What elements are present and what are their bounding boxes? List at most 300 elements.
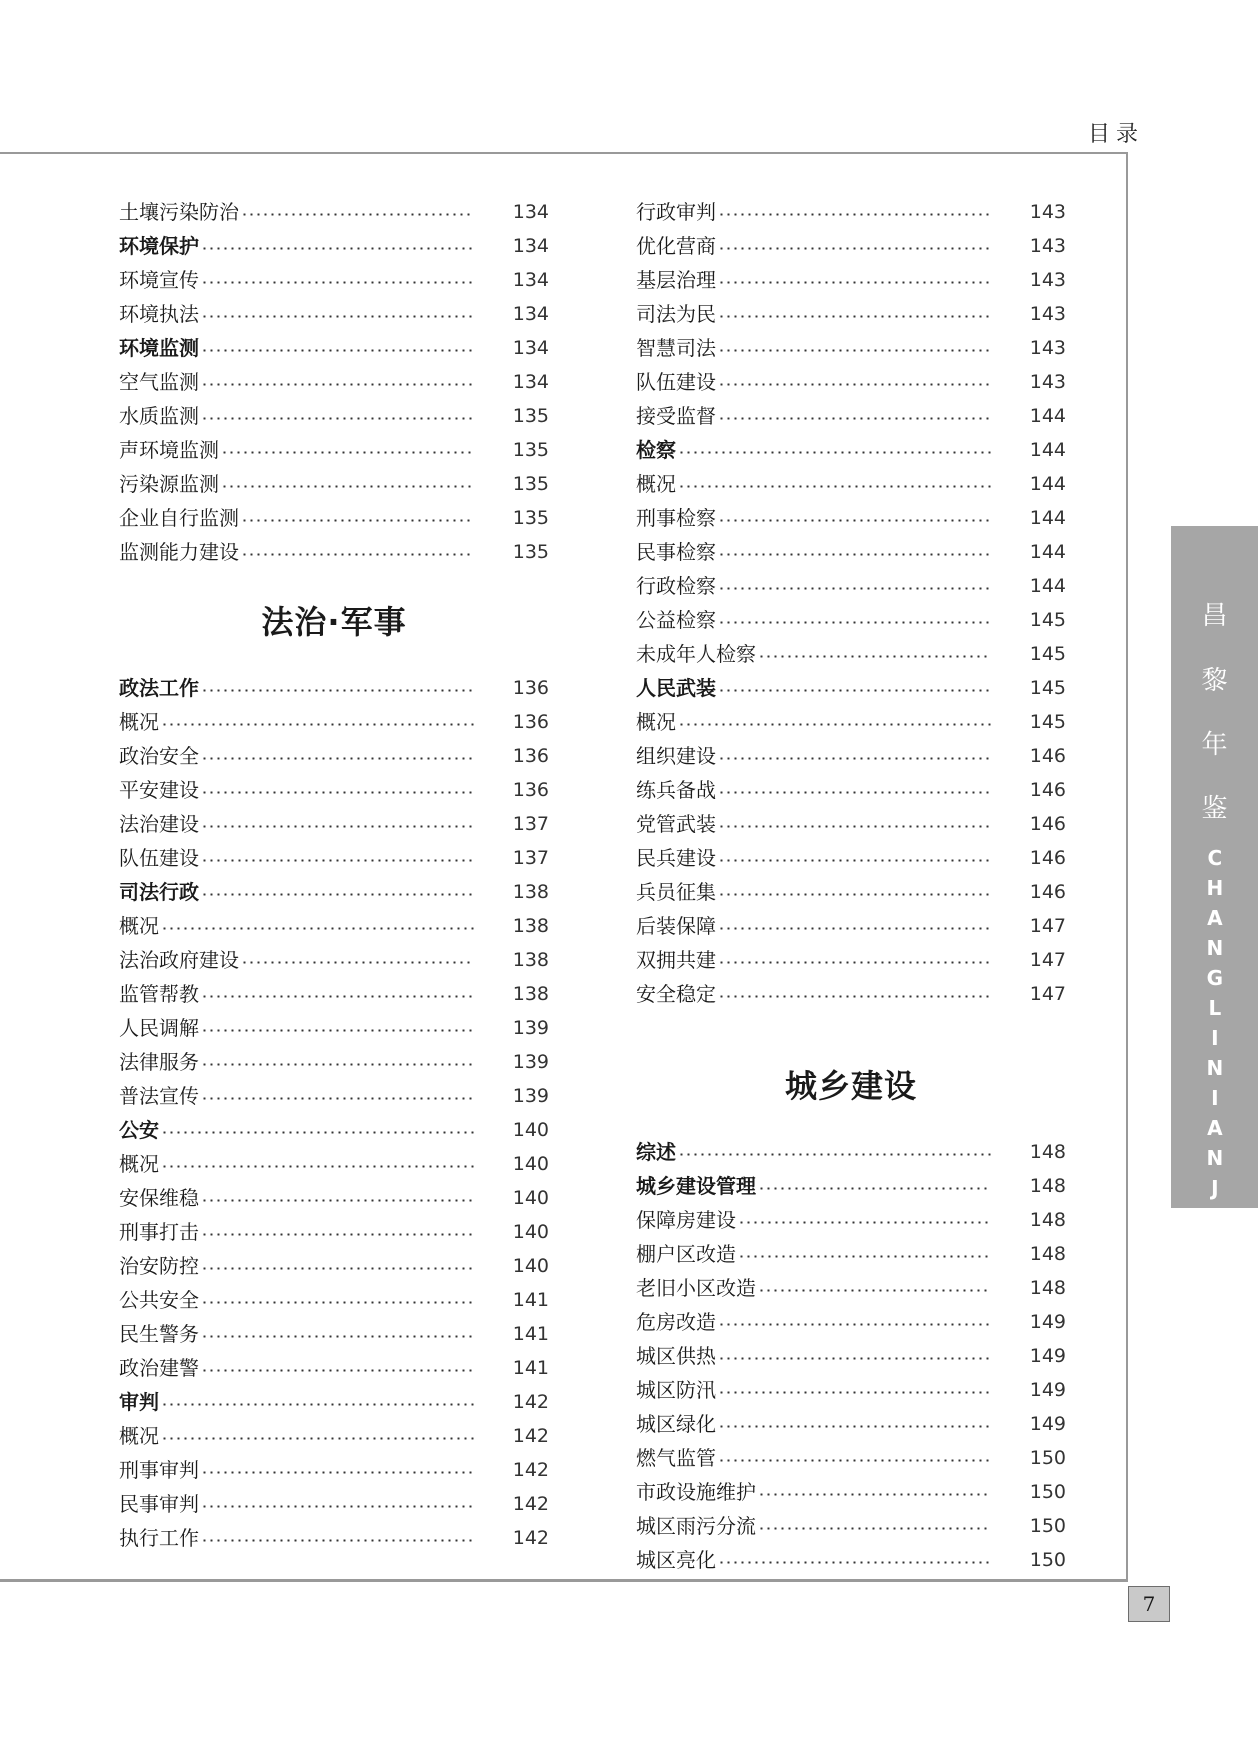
toc-entry[interactable] [636, 399, 1066, 433]
dot-leader [201, 689, 474, 692]
dot-leader [738, 1255, 991, 1258]
toc-entry-page: 148 [1029, 1277, 1066, 1299]
toc-entry-title: 环境保护 [119, 234, 199, 258]
toc-entry[interactable] [119, 705, 549, 739]
dot-leader [718, 825, 991, 828]
toc-entry-page: 149 [1029, 1413, 1066, 1435]
toc-entry-page: 143 [1029, 371, 1066, 393]
toc-entry-title: 民事检察 [636, 540, 716, 564]
dot-leader [738, 1221, 991, 1224]
toc-entry-page: 137 [512, 813, 549, 835]
toc-entry-title: 政法工作 [119, 676, 199, 700]
toc-entry[interactable] [119, 1487, 549, 1521]
toc-entry-page: 143 [1029, 337, 1066, 359]
toc-entry-title: 城区雨污分流 [636, 1514, 756, 1538]
toc-entry[interactable] [119, 365, 549, 399]
toc-entry-title: 安全稳定 [636, 982, 716, 1006]
toc-entry-page: 150 [1029, 1515, 1066, 1537]
toc-entry-page: 137 [512, 847, 549, 869]
dot-leader [718, 281, 991, 284]
toc-entry[interactable] [636, 331, 1066, 365]
toc-entry[interactable] [119, 297, 549, 331]
toc-entry-page: 149 [1029, 1311, 1066, 1333]
dot-leader [201, 1267, 474, 1270]
dot-leader [241, 961, 474, 964]
toc-entry-title: 综述 [636, 1140, 676, 1164]
toc-entry-title: 公共安全 [119, 1288, 199, 1312]
toc-entry-page: 146 [1029, 813, 1066, 835]
toc-entry[interactable] [636, 943, 1066, 977]
toc-entry[interactable] [636, 773, 1066, 807]
toc-entry[interactable] [636, 875, 1066, 909]
toc-entry-page: 146 [1029, 881, 1066, 903]
dot-leader [718, 791, 991, 794]
toc-entry[interactable] [119, 263, 549, 297]
dot-leader [718, 893, 991, 896]
dot-leader [678, 451, 991, 454]
toc-entry[interactable] [119, 399, 549, 433]
toc-entry[interactable] [119, 1079, 549, 1113]
toc-entry-page: 147 [1029, 915, 1066, 937]
toc-entry[interactable] [119, 1215, 549, 1249]
toc-entry[interactable] [636, 195, 1066, 229]
toc-entry[interactable] [119, 1453, 549, 1487]
dot-leader [718, 349, 991, 352]
toc-entry[interactable] [636, 1441, 1066, 1475]
toc-entry[interactable] [119, 1419, 549, 1453]
toc-entry[interactable] [636, 365, 1066, 399]
toc-entry[interactable] [636, 671, 1066, 705]
toc-entry[interactable] [636, 603, 1066, 637]
toc-entry-page: 143 [1029, 303, 1066, 325]
toc-group [119, 195, 549, 569]
toc-entry[interactable] [119, 875, 549, 909]
toc-entry-page: 141 [512, 1289, 549, 1311]
toc-entry[interactable] [119, 1045, 549, 1079]
toc-entry-page: 142 [512, 1459, 549, 1481]
toc-entry-page: 140 [512, 1187, 549, 1209]
toc-entry-page: 139 [512, 1017, 549, 1039]
dot-leader [201, 383, 474, 386]
toc-entry[interactable] [119, 977, 549, 1011]
toc-entry-page: 134 [512, 269, 549, 291]
toc-entry[interactable] [636, 1169, 1066, 1203]
toc-entry[interactable] [119, 1521, 549, 1555]
toc-entry[interactable] [636, 501, 1066, 535]
toc-entry[interactable] [119, 909, 549, 943]
toc-entry[interactable] [119, 841, 549, 875]
toc-entry-page: 140 [512, 1221, 549, 1243]
toc-entry[interactable] [119, 195, 549, 229]
toc-entry-page: 148 [1029, 1243, 1066, 1265]
toc-entry-page: 150 [1029, 1447, 1066, 1469]
toc-entry-title: 土壤污染防治 [119, 200, 239, 224]
toc-entry-page: 145 [1029, 711, 1066, 733]
dot-leader [718, 1561, 991, 1564]
toc-entry-title: 监测能力建设 [119, 540, 239, 564]
toc-entry[interactable] [636, 297, 1066, 331]
toc-entry[interactable] [636, 977, 1066, 1011]
yearbook-side-tab [1171, 526, 1258, 1296]
toc-entry-title: 兵员征集 [636, 880, 716, 904]
toc-entry[interactable] [636, 535, 1066, 569]
toc-entry-page: 135 [512, 473, 549, 495]
dot-leader [678, 723, 991, 726]
toc-entry-title: 城区防汛 [636, 1378, 716, 1402]
toc-entry-title: 政治建警 [119, 1356, 199, 1380]
toc-entry-page: 149 [1029, 1379, 1066, 1401]
toc-entry-title: 执行工作 [119, 1526, 199, 1550]
toc-entry-title: 法治政府建设 [119, 948, 239, 972]
toc-entry-page: 150 [1029, 1481, 1066, 1503]
side-tab-latin-title [1171, 846, 1258, 1296]
toc-entry[interactable] [119, 943, 549, 977]
dot-leader [718, 587, 991, 590]
toc-entry-title: 城区亮化 [636, 1548, 716, 1572]
toc-entry-page: 146 [1029, 847, 1066, 869]
dot-leader [718, 315, 991, 318]
toc-entry[interactable] [636, 807, 1066, 841]
toc-entry[interactable] [119, 1249, 549, 1283]
toc-entry-page: 144 [1029, 473, 1066, 495]
toc-entry-page: 142 [512, 1527, 549, 1549]
toc-entry-page: 134 [512, 303, 549, 325]
toc-entry-page: 135 [512, 405, 549, 427]
toc-entry-page: 136 [512, 745, 549, 767]
dot-leader [718, 927, 991, 930]
toc-entry-page: 134 [512, 235, 549, 257]
toc-entry-page: 147 [1029, 949, 1066, 971]
dot-leader [718, 553, 991, 556]
toc-entry[interactable] [119, 1385, 549, 1419]
toc-entry-title: 队伍建设 [119, 846, 199, 870]
toc-entry-title: 概况 [636, 710, 676, 734]
toc-entry-title: 安保维稳 [119, 1186, 199, 1210]
toc-entry-title: 审判 [119, 1390, 159, 1414]
toc-entry-page: 138 [512, 881, 549, 903]
toc-entry-title: 环境监测 [119, 336, 199, 360]
toc-entry-page: 143 [1029, 235, 1066, 257]
toc-entry[interactable] [119, 501, 549, 535]
toc-entry-title: 概况 [119, 1152, 159, 1176]
toc-entry-title: 后装保障 [636, 914, 716, 938]
toc-entry-title: 环境宣传 [119, 268, 199, 292]
dot-leader [718, 1323, 991, 1326]
toc-entry-page: 144 [1029, 439, 1066, 461]
toc-entry[interactable] [636, 229, 1066, 263]
dot-leader [678, 485, 991, 488]
toc-entry-page: 139 [512, 1085, 549, 1107]
toc-entry-page: 142 [512, 1391, 549, 1413]
dot-leader [718, 1391, 991, 1394]
toc-entry-title: 优化营商 [636, 234, 716, 258]
toc-entry[interactable] [636, 1543, 1066, 1577]
toc-entry[interactable] [119, 1181, 549, 1215]
dot-leader [201, 1539, 474, 1542]
toc-entry-title: 政治安全 [119, 744, 199, 768]
toc-entry[interactable] [636, 467, 1066, 501]
dot-leader [161, 1131, 474, 1134]
toc-entry-title: 法律服务 [119, 1050, 199, 1074]
toc-entry-page: 144 [1029, 405, 1066, 427]
dot-leader [201, 825, 474, 828]
dot-leader [718, 621, 991, 624]
toc-entry[interactable] [636, 1305, 1066, 1339]
toc-entry[interactable] [636, 1135, 1066, 1169]
toc-entry[interactable] [119, 1113, 549, 1147]
frame-top-rule [0, 152, 1128, 154]
toc-entry-title: 监管帮教 [119, 982, 199, 1006]
toc-entry-page: 136 [512, 711, 549, 733]
toc-entry[interactable] [636, 1509, 1066, 1543]
dot-leader [241, 519, 474, 522]
toc-entry[interactable] [119, 1351, 549, 1385]
toc-entry[interactable] [636, 263, 1066, 297]
frame-right-rule [1126, 152, 1128, 1579]
toc-entry-page: 145 [1029, 643, 1066, 665]
dot-leader [718, 213, 991, 216]
toc-entry[interactable] [636, 637, 1066, 671]
toc-entry-page: 134 [512, 337, 549, 359]
dot-leader [718, 757, 991, 760]
toc-entry-page: 141 [512, 1357, 549, 1379]
toc-entry-title: 司法行政 [119, 880, 199, 904]
dot-leader [758, 1187, 991, 1190]
frame-bottom-rule [0, 1579, 1128, 1582]
toc-group [119, 671, 549, 1555]
toc-entry-title: 刑事审判 [119, 1458, 199, 1482]
dot-leader [201, 757, 474, 760]
toc-entry[interactable] [119, 1283, 549, 1317]
toc-entry-page: 142 [512, 1493, 549, 1515]
toc-entry-page: 134 [512, 371, 549, 393]
toc-entry[interactable] [636, 841, 1066, 875]
toc-entry-page: 140 [512, 1119, 549, 1141]
dot-leader [718, 417, 991, 420]
dot-leader [201, 281, 474, 284]
dot-leader [201, 1369, 474, 1372]
toc-entry-page: 146 [1029, 745, 1066, 767]
toc-entry-page: 135 [512, 541, 549, 563]
toc-entry-title: 练兵备战 [636, 778, 716, 802]
dot-leader [718, 1425, 991, 1428]
toc-entry-page: 150 [1029, 1549, 1066, 1571]
toc-entry-title: 刑事打击 [119, 1220, 199, 1244]
dot-leader [201, 1029, 474, 1032]
dot-leader [718, 1459, 991, 1462]
toc-entry[interactable] [636, 739, 1066, 773]
toc-column-right [636, 195, 1066, 1577]
toc-entry-page: 141 [512, 1323, 549, 1345]
dot-leader [201, 417, 474, 420]
toc-entry-title: 老旧小区改造 [636, 1276, 756, 1300]
toc-entry[interactable] [636, 1203, 1066, 1237]
toc-entry-page: 144 [1029, 541, 1066, 563]
dot-leader [718, 383, 991, 386]
toc-entry-title: 企业自行监测 [119, 506, 239, 530]
toc-entry-page: 138 [512, 983, 549, 1005]
toc-entry-title: 声环境监测 [119, 438, 219, 462]
toc-entry[interactable] [119, 229, 549, 263]
toc-entry[interactable] [636, 569, 1066, 603]
side-tab-char: 鉴 [1201, 794, 1228, 824]
dot-leader [718, 1357, 991, 1360]
toc-entry[interactable] [636, 705, 1066, 739]
dot-leader [201, 893, 474, 896]
toc-column-left [119, 195, 549, 1555]
side-tab-char: 年 [1201, 730, 1228, 760]
dot-leader [758, 1493, 991, 1496]
side-tab-char: 昌 [1201, 601, 1228, 631]
toc-entry-title: 概况 [636, 472, 676, 496]
dot-leader [201, 315, 474, 318]
toc-entry-page: 142 [512, 1425, 549, 1447]
toc-entry-title: 行政审判 [636, 200, 716, 224]
toc-entry-title: 检察 [636, 438, 676, 462]
dot-leader [201, 995, 474, 998]
toc-entry-title: 治安防控 [119, 1254, 199, 1278]
toc-entry[interactable] [636, 1271, 1066, 1305]
dot-leader [758, 1527, 991, 1530]
dot-leader [718, 859, 991, 862]
toc-entry-page: 136 [512, 779, 549, 801]
toc-entry[interactable] [119, 1011, 549, 1045]
dot-leader [201, 1301, 474, 1304]
toc-entry-title: 污染源监测 [119, 472, 219, 496]
dot-leader [718, 519, 991, 522]
toc-entry-title: 基层治理 [636, 268, 716, 292]
dot-leader [201, 859, 474, 862]
toc-entry-page: 144 [1029, 507, 1066, 529]
dot-leader [201, 1335, 474, 1338]
section-title: 法治·军事 [261, 603, 407, 641]
toc-entry-title: 司法为民 [636, 302, 716, 326]
toc-entry-page: 140 [512, 1255, 549, 1277]
toc-entry[interactable] [636, 1475, 1066, 1509]
toc-entry-page: 147 [1029, 983, 1066, 1005]
toc-entry-title: 人民调解 [119, 1016, 199, 1040]
dot-leader [201, 349, 474, 352]
toc-entry-page: 149 [1029, 1345, 1066, 1367]
toc-entry[interactable] [636, 1237, 1066, 1271]
toc-entry[interactable] [119, 773, 549, 807]
toc-entry-page: 145 [1029, 677, 1066, 699]
toc-entry-page: 148 [1029, 1141, 1066, 1163]
dot-leader [161, 927, 474, 930]
toc-entry-title: 双拥共建 [636, 948, 716, 972]
dot-leader [241, 553, 474, 556]
toc-entry-title: 智慧司法 [636, 336, 716, 360]
toc-entry-title: 城乡建设管理 [636, 1174, 756, 1198]
dot-leader [201, 1233, 474, 1236]
toc-entry[interactable] [119, 671, 549, 705]
toc-entry-page: 148 [1029, 1209, 1066, 1231]
toc-entry[interactable] [636, 1339, 1066, 1373]
toc-entry-page: 134 [512, 201, 549, 223]
page-number: 7 [1128, 1586, 1170, 1622]
toc-entry-title: 危房改造 [636, 1310, 716, 1334]
toc-entry-title: 未成年人检察 [636, 642, 756, 666]
dot-leader [221, 485, 474, 488]
toc-entry[interactable] [636, 1373, 1066, 1407]
toc-entry-title: 公益检察 [636, 608, 716, 632]
toc-entry[interactable] [119, 807, 549, 841]
toc-group [636, 1135, 1066, 1577]
dot-leader [201, 247, 474, 250]
toc-entry-page: 140 [512, 1153, 549, 1175]
toc-entry-page: 135 [512, 507, 549, 529]
section-title: 城乡建设 [784, 1067, 917, 1105]
dot-leader [718, 689, 991, 692]
toc-entry[interactable] [636, 433, 1066, 467]
toc-entry[interactable] [119, 535, 549, 569]
side-tab-char: 黎 [1201, 666, 1228, 696]
toc-group [636, 195, 1066, 1011]
toc-entry-title: 棚户区改造 [636, 1242, 736, 1266]
toc-entry-page: 135 [512, 439, 549, 461]
toc-entry-page: 144 [1029, 575, 1066, 597]
toc-entry-title: 队伍建设 [636, 370, 716, 394]
toc-entry-title: 概况 [119, 710, 159, 734]
dot-leader [201, 1063, 474, 1066]
toc-entry-title: 城区供热 [636, 1344, 716, 1368]
toc-entry-title: 概况 [119, 1424, 159, 1448]
toc-entry[interactable] [119, 1147, 549, 1181]
toc-entry-title: 市政设施维护 [636, 1480, 756, 1504]
toc-entry-title: 刑事检察 [636, 506, 716, 530]
dot-leader [758, 1289, 991, 1292]
dot-leader [161, 723, 474, 726]
toc-entry[interactable] [119, 467, 549, 501]
toc-entry-title: 平安建设 [119, 778, 199, 802]
toc-entry-title: 党管武装 [636, 812, 716, 836]
toc-entry[interactable] [119, 433, 549, 467]
toc-entry-title: 保障房建设 [636, 1208, 736, 1232]
toc-entry-page: 139 [512, 1051, 549, 1073]
toc-entry-title: 接受监督 [636, 404, 716, 428]
dot-leader [201, 1471, 474, 1474]
toc-entry-page: 138 [512, 949, 549, 971]
toc-entry[interactable] [119, 331, 549, 365]
dot-leader [241, 213, 474, 216]
side-tab-latin-text: CHANGLINIANJIAN [1202, 846, 1227, 1296]
dot-leader [201, 791, 474, 794]
dot-leader [161, 1437, 474, 1440]
toc-entry-title: 行政检察 [636, 574, 716, 598]
toc-entry[interactable] [636, 1407, 1066, 1441]
toc-entry-title: 组织建设 [636, 744, 716, 768]
toc-entry-title: 环境执法 [119, 302, 199, 326]
running-header-label: 目录 [1088, 122, 1145, 147]
dot-leader [201, 1097, 474, 1100]
toc-entry[interactable] [636, 909, 1066, 943]
toc-entry-title: 空气监测 [119, 370, 199, 394]
toc-entry-page: 143 [1029, 201, 1066, 223]
dot-leader [201, 1505, 474, 1508]
toc-entry-title: 法治建设 [119, 812, 199, 836]
dot-leader [718, 961, 991, 964]
toc-entry[interactable] [119, 739, 549, 773]
dot-leader [161, 1165, 474, 1168]
toc-entry-page: 146 [1029, 779, 1066, 801]
toc-entry[interactable] [119, 1317, 549, 1351]
toc-entry-page: 148 [1029, 1175, 1066, 1197]
dot-leader [678, 1153, 991, 1156]
dot-leader [718, 247, 991, 250]
toc-entry-title: 水质监测 [119, 404, 199, 428]
dot-leader [201, 1199, 474, 1202]
toc-entry-title: 普法宣传 [119, 1084, 199, 1108]
